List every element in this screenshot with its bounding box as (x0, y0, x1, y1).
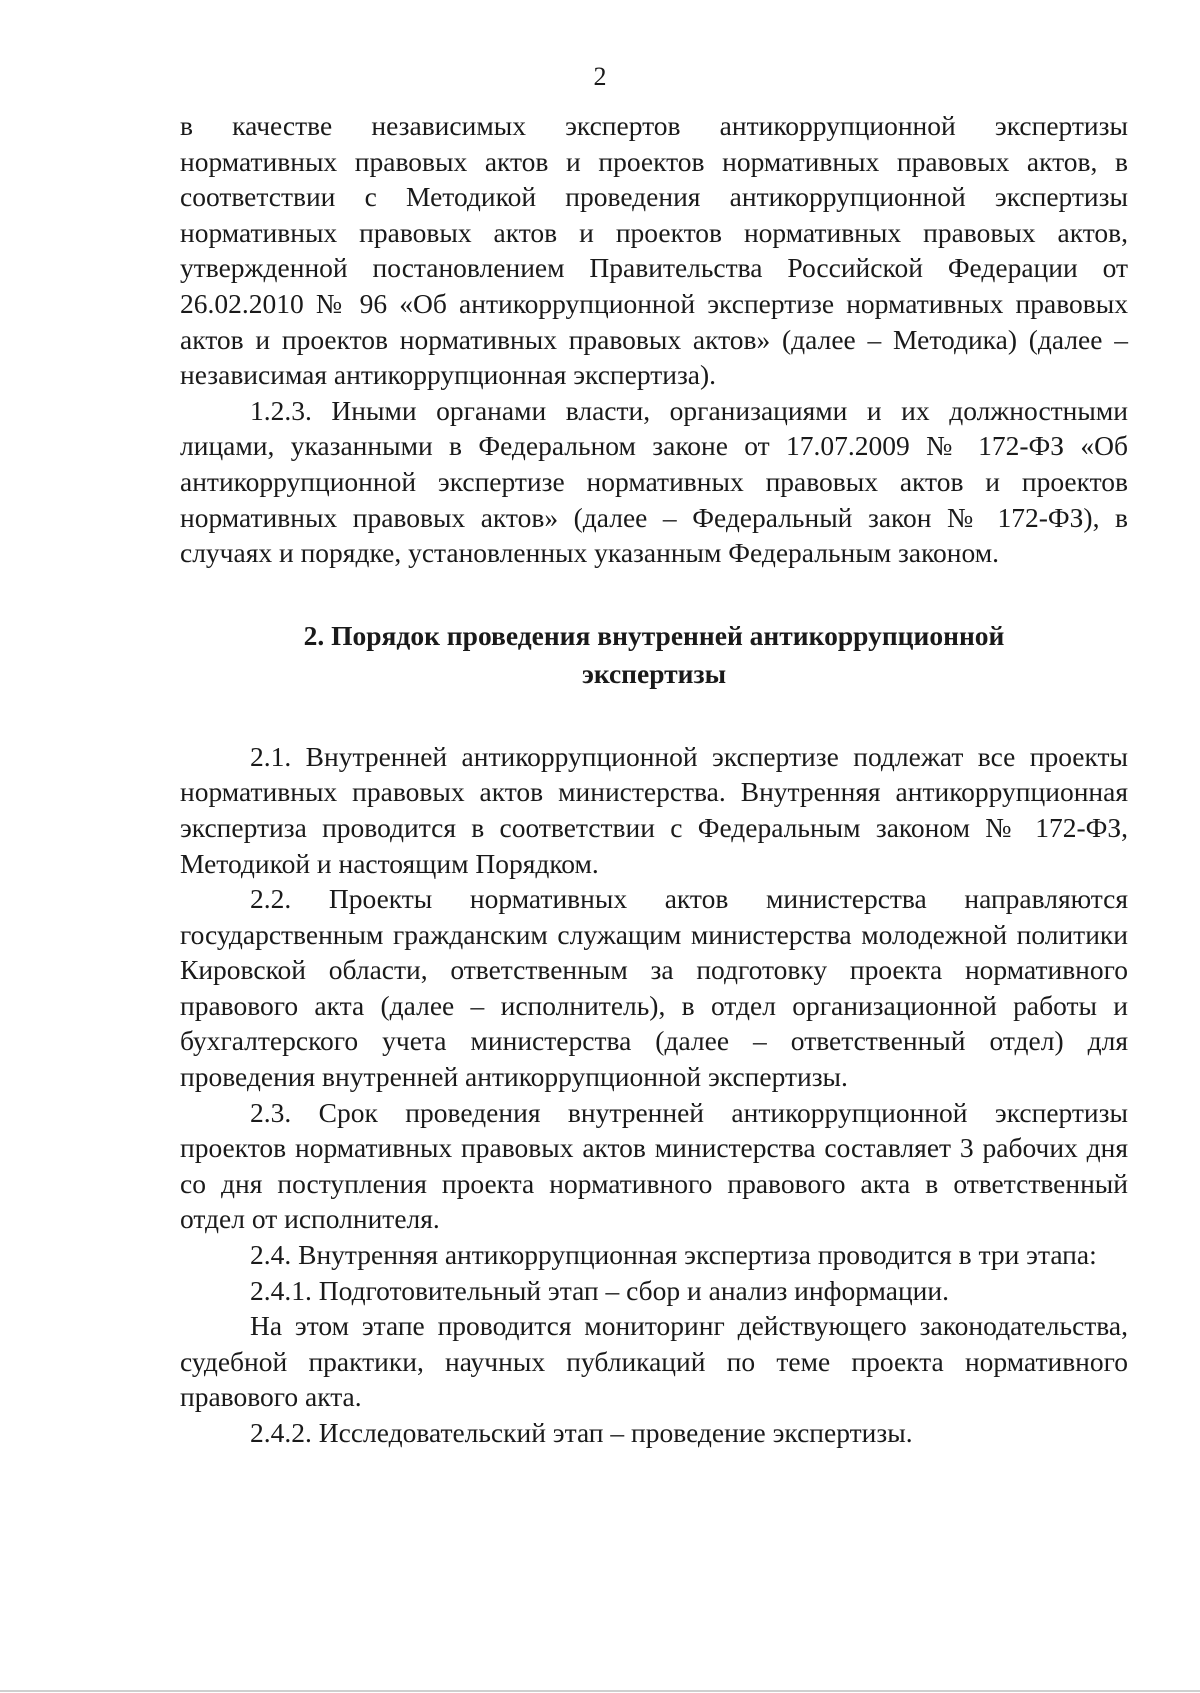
document-body (180, 108, 1128, 1451)
paragraph-2-3: 2.3. Срок проведения внутренней антикоррупционной экспертизы проектов нормативных правовых актов министерства составляет 3 рабочих дня со дня поступления проекта нормативного правового акта в ответственный отдел от исполнителя. (180, 1096, 1128, 1235)
paragraph-continuation: в качестве независимых экспертов антикоррупционной экспертизы нормативных правовых актов и проектов нормативных правовых актов, в соответствии с Методикой проведения антикоррупционной экспертизы нормативных правовых актов и проектов нормативных правовых актов, утвержденной постановлением Правительства Российской Федерации от 26.02.2010 № 96 «Об антикоррупционной экспертизе нормативных правовых актов и проектов нормативных правовых актов» (далее – Методика) (далее – независимая антикоррупционная экспертиза). (180, 110, 1128, 391)
paragraph-2-4: 2.4. Внутренняя антикоррупционная экспертиза проводится в три этапа: (250, 1239, 1097, 1271)
paragraph-2-2: 2.2. Проекты нормативных актов министерства направляются государственным гражданским служащим министерства молодежной политики Кировской области, ответственным за подготовку проекта нормативного правового акта (далее – исполнитель), в отдел организационной работы и бухгалтерского учета министерства (далее – ответственный отдел) для проведения внутренней антикоррупционной экспертизы. (180, 883, 1128, 1093)
paragraph-1-2-3: 1.2.3. Иными органами власти, организациями и их должностными лицами, указанными в Федеральном законе от 17.07.2009 № 172-ФЗ «Об антикоррупционной экспертизе нормативных правовых актов и проектов нормативных правовых актов» (далее – Федеральный закон № 172-ФЗ), в случаях и порядке, установленных указанным Федеральным законом. (180, 394, 1128, 569)
section-heading: 2. Порядок проведения внутренней антикоррупционной экспертизы (303, 619, 1005, 689)
paragraph-2-4-1-detail: На этом этапе проводится мониторинг действующего законодательства, судебной практики, научных публикаций по теме проекта нормативного правового акта. (180, 1310, 1128, 1413)
paragraph-2-1: 2.1. Внутренней антикоррупционной экспертизе подлежат все проекты нормативных правовых актов министерства. Внутренняя антикоррупционная экспертиза проводится в соответствии с Федеральным законом № 172-ФЗ, Методикой и настоящим Порядком. (180, 740, 1128, 879)
page-number: 2 (593, 62, 607, 91)
scan-bottom-edge (0, 1690, 1200, 1692)
paragraph-2-4-1: 2.4.1. Подготовительный этап – сбор и анализ информации. (250, 1274, 949, 1306)
paragraph-2-4-2: 2.4.2. Исследовательский этап – проведение экспертизы. (250, 1417, 913, 1448)
